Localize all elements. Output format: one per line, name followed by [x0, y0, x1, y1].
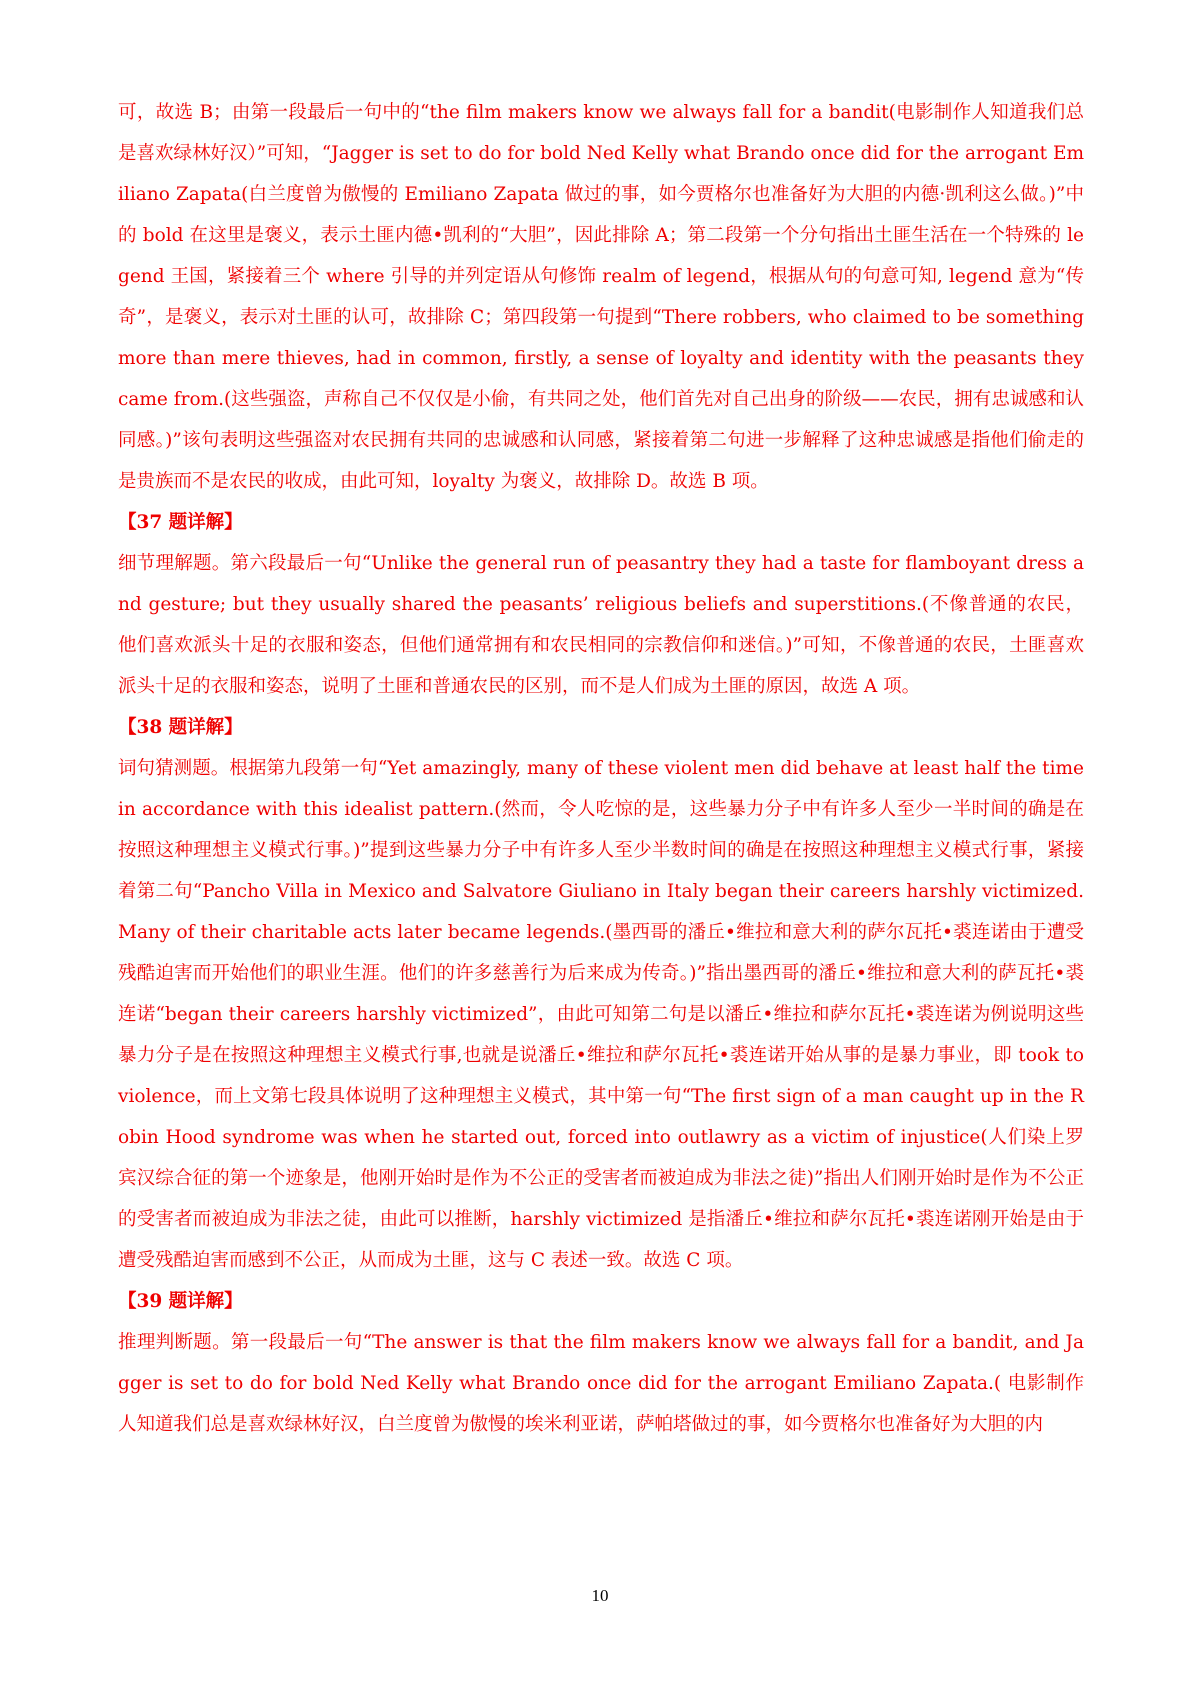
document-body	[118, 92, 1084, 1445]
page-number: 10	[591, 1586, 609, 1605]
paragraph-q36-conclusion: 可，故选 B；由第一段最后一句中的“the film makers know we always fall for a bandit(电影制作人知道我们总是喜欢绿林好汉）”可知，“Jagger is set to do for bold Ned Kelly what Brando once did for the arrogant Emiliano Zapata(白兰度曾为傲慢的 Emiliano Zapata 做过的事，如今贾格尔也准备好为大胆的内德·凯利这么做。)”中的 bold 在这里是褒义，表示土匪内德•凯利的“大胆”，因此排除 A；第二段第一个分句指出土匪生活在一个特殊的 legend 王国，紧接着三个 where 引导的并列定语从句修饰 realm of legend，根据从句的句意可知, legend 意为“传奇”，是褒义，表示对土匪的认可，故排除 C；第四段第一句提到“There robbers, who claimed to be something more than mere thieves, had in common, firstly, a sense of loyalty and identity with the peasants they came from.(这些强盗，声称自己不仅仅是小偷，有共同之处，他们首先对自己出身的阶级——农民，拥有忠诚感和认同感。)”该句表明这些强盗对农民拥有共同的忠诚感和认同感，紧接着第二句进一步解释了这种忠诚感是指他们偷走的是贵族而不是农民的收成，由此可知，loyalty 为褒义，故排除 D。故选 B 项。	[118, 102, 1084, 492]
heading-q37: 【37 题详解】	[118, 512, 243, 533]
paragraph-q38-explanation: 词句猜测题。根据第九段第一句“Yet amazingly, many of these violent men did behave at least half the time in accordance with this idealist pattern.(然而，令人吃惊的是，这些暴力分子中有许多人至少一半时间的确是在按照这种理想主义模式行事。)”提到这些暴力分子中有许多人至少半数时间的确是在按照这种理想主义模式行事，紧接着第二句“Pancho Villa in Mexico and Salvatore Giuliano in Italy began their careers harshly victimized. Many of their charitable acts later became legends.(墨西哥的潘丘•维拉和意大利的萨尔瓦托•裘连诺由于遭受残酷迫害而开始他们的职业生涯。他们的许多慈善行为后来成为传奇。)”指出墨西哥的潘丘•维拉和意大利的萨瓦托•裘连诺“began their careers harshly victimized”，由此可知第二句是以潘丘•维拉和萨尔瓦托•裘连诺为例说明这些暴力分子是在按照这种理想主义模式行事,也就是说潘丘•维拉和萨尔瓦托•裘连诺开始从事的是暴力事业，即 took to violence，而上文第七段具体说明了这种理想主义模式，其中第一句“The first sign of a man caught up in the Robin Hood syndrome was when he started out, forced into outlawry as a victim of injustice(人们染上罗宾汉综合征的第一个迹象是，他刚开始时是作为不公正的受害者而被迫成为非法之徒)”指出人们刚开始时是作为不公正的受害者而被迫成为非法之徒，由此可以推断，harshly victimized 是指潘丘•维拉和萨尔瓦托•裘连诺刚开始是由于遭受残酷迫害而感到不公正，从而成为土匪，这与 C 表述一致。故选 C 项。	[118, 758, 1084, 1271]
paragraph-q37-explanation: 细节理解题。第六段最后一句“Unlike the general run of peasantry they had a taste for flamboyant dress and gesture; but they usually shared the peasants’ religious beliefs and superstitions.(不像普通的农民，他们喜欢派头十足的衣服和姿态，但他们通常拥有和农民相同的宗教信仰和迷信。)”可知，不像普通的农民，土匪喜欢派头十足的衣服和姿态，说明了土匪和普通农民的区别，而不是人们成为土匪的原因，故选 A 项。	[118, 553, 1084, 697]
paragraph-q39-explanation: 推理判断题。第一段最后一句“The answer is that the film makers know we always fall for a bandit, and Jagger is set to do for bold Ned Kelly what Brando once did for the arrogant Emiliano Zapata.( 电影制作人知道我们总是喜欢绿林好汉，白兰度曾为傲慢的埃米利亚诺，萨帕塔做过的事，如今贾格尔也准备好为大胆的内	[118, 1332, 1084, 1435]
heading-q39: 【39 题详解】	[118, 1291, 243, 1312]
heading-q38: 【38 题详解】	[118, 717, 243, 738]
